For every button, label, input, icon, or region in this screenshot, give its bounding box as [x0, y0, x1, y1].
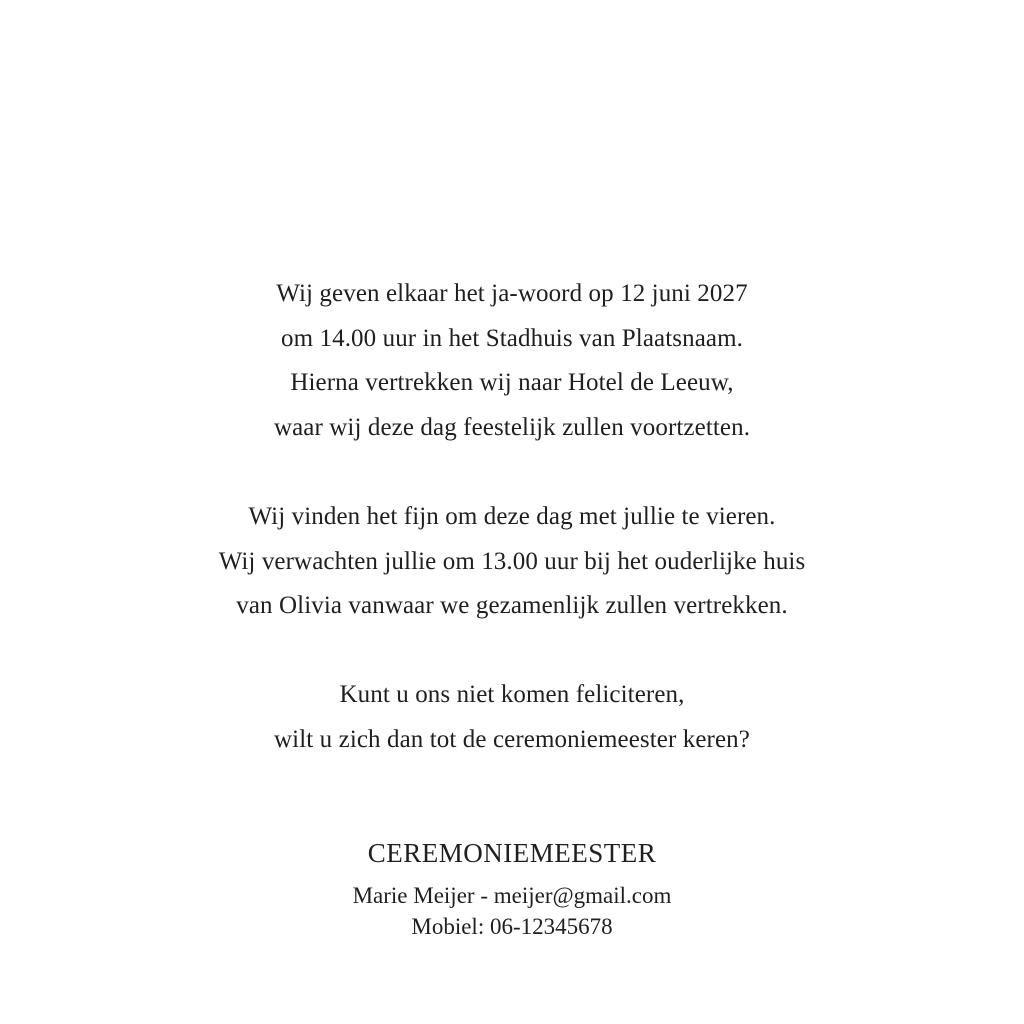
ceremony-line: om 14.00 uur in het Stadhuis van Plaatsnaam. — [281, 324, 743, 352]
contact-heading: CEREMONIEMEESTER — [367, 838, 657, 868]
ceremony-line: Wij geven elkaar het ja-woord op 12 juni 2027 — [276, 280, 748, 307]
gathering-line: Wij verwachten jullie om 13.00 uur bij het ouderlijke huis — [218, 547, 806, 575]
gathering-paragraph — [0, 495, 1024, 629]
congrats-line: wilt u zich dan tot de ceremoniemeester keren? — [274, 725, 750, 753]
gathering-line: Wij vinden het fijn om deze dag met jullie te vieren. — [248, 503, 776, 530]
contact-mobile: Mobiel: 06-12345678 — [411, 914, 613, 939]
congrats-line: Kunt u ons niet komen feliciteren, — [339, 681, 685, 708]
gathering-line: van Olivia vanwaar we gezamenlijk zullen vertrekken. — [236, 592, 788, 619]
ceremony-line: waar wij deze dag feestelijk zullen voortzetten. — [273, 413, 751, 441]
contact-name-email: Marie Meijer - meijer@gmail.com — [352, 883, 672, 908]
ceremony-line: Hierna vertrekken wij naar Hotel de Leeuw, — [290, 369, 734, 396]
congrats-paragraph — [0, 673, 1024, 762]
ceremony-paragraph — [0, 272, 1024, 450]
